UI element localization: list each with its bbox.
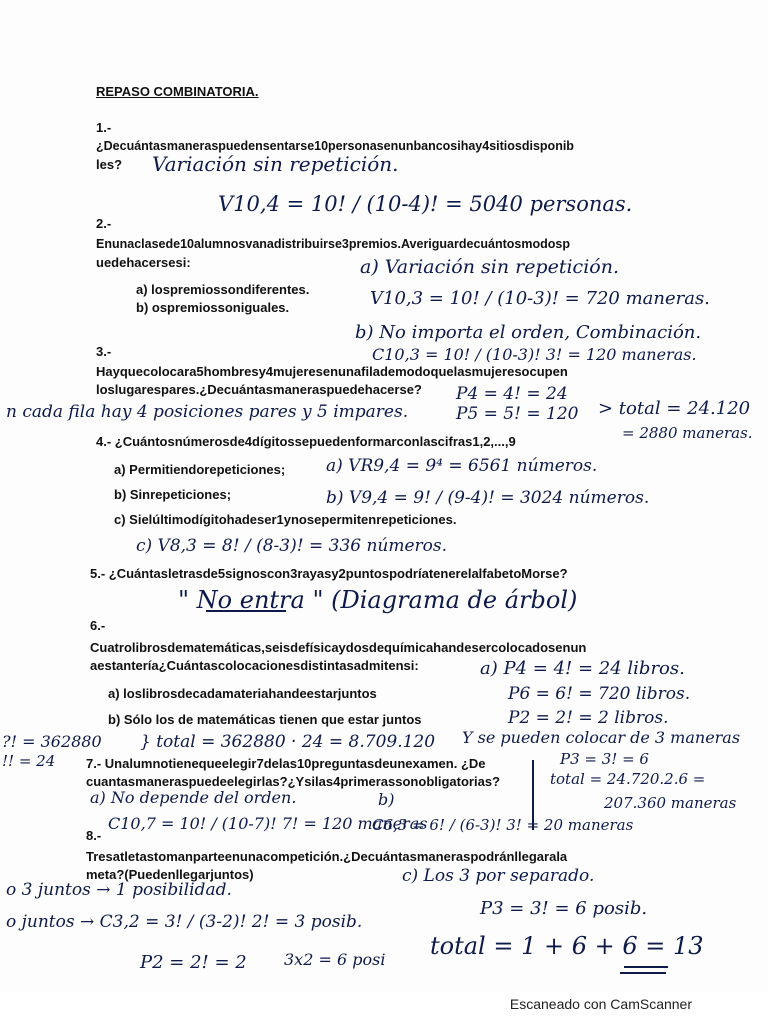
handwritten-answer-6b-total: } total = 362880 · 24 = 8.709.120 [140, 732, 436, 752]
question-6-option-a: a) loslibrosdecadamateriahandeestarjuntos [108, 686, 377, 701]
question-2-number: 2.- [96, 216, 112, 231]
handwritten-answer-8-3x2: 3x2 = 6 posi [284, 950, 386, 969]
handwritten-answer-5: " No entra " (Diagrama de árbol) [178, 586, 578, 614]
question-2-option-a: a) lospremiossondiferentes. [136, 282, 310, 297]
handwritten-answer-8b: o juntos → C3,2 = 3! / (3-2)! 2! = 3 posib. [6, 912, 363, 932]
handwritten-answer-6-p3: P3 = 3! = 6 [560, 750, 649, 768]
handwritten-answer-3-total-cont: = 2880 maneras. [622, 424, 753, 442]
question-6-text: Cuatrolibrosdematemáticas,seisdefísicaydosdequímicahandesercolocadosenun [90, 640, 587, 655]
handwritten-answer-2a-label: a) Variación sin repetición. [360, 256, 619, 278]
handwritten-answer-8-p2: P2 = 2! = 2 [140, 952, 247, 973]
question-8-text-cont: meta?(Puedenllegarjuntos) [86, 867, 254, 882]
handwritten-answer-6a-p6: P6 = 6! = 720 libros. [508, 684, 691, 704]
handwritten-answer-7a-formula: C10,7 = 10! / (10-7)! 7! = 120 maneras [108, 814, 428, 833]
question-7-text-cont: cuantasmaneraspuedeelegirlas?¿Ysilas4primerassonobligatorias? [86, 774, 500, 789]
handwritten-answer-2a-formula: V10,3 = 10! / (10-3)! = 720 maneras. [370, 288, 710, 309]
question-6-option-b: b) Sólo los de matemáticas tienen que estar juntos [108, 712, 422, 727]
question-4-option-a: a) Permitiendorepeticiones; [114, 462, 286, 477]
handwritten-answer-8a: o 3 juntos → 1 posibilidad. [6, 880, 232, 900]
question-6-text-cont: aestantería¿Cuántascolocacionesdistintasadmitensi: [90, 658, 419, 673]
question-8-text: Tresatletastomanparteenunacompetición.¿Decuántasmaneraspodránllegarala [86, 849, 568, 864]
question-2-option-b: b) ospremiossoniguales. [136, 300, 290, 315]
handwritten-double-underline-2 [620, 972, 666, 974]
handwritten-answer-7b-formula: C6,3 = 6! / (6-3)! 3! = 20 maneras [372, 816, 634, 834]
document-title: REPASO COMBINATORIA. [96, 84, 259, 99]
question-2-text: Enunaclasede10alumnosvanadistribuirse3premios.Averiguardecuántosmodosp [96, 237, 570, 251]
handwritten-answer-6-total: total = 24.720.2.6 = [550, 770, 706, 788]
handwritten-answer-7a: a) No depende del orden. [90, 788, 297, 807]
question-7-text: 7.- Unalumnotienequeelegir7delas10preguntasdeunexamen. ¿De [86, 756, 486, 771]
question-8-number: 8.- [86, 828, 102, 843]
question-4-option-b: b) Sinrepeticiones; [114, 487, 232, 502]
handwritten-answer-6a-p2: P2 = 2! = 2 libros. [508, 708, 669, 728]
handwritten-answer-4b: b) V9,4 = 9! / (9-4)! = 3024 números. [326, 488, 650, 508]
handwritten-answer-6-note: Y se pueden colocar de 3 maneras [462, 728, 741, 747]
handwritten-answer-1-formula: V10,4 = 10! / (10-4)! = 5040 personas. [218, 192, 633, 216]
handwritten-answer-6a-p4: a) P4 = 4! = 24 libros. [480, 658, 685, 679]
handwritten-answer-3-p5: P5 = 5! = 120 [456, 404, 579, 424]
question-3-text: Hayquecolocara5hombresy4mujeresenunafilademodoquelasmujeresocupen [96, 364, 568, 379]
question-2-text-cont: uedehacersesi: [96, 255, 191, 270]
handwritten-answer-2b-formula: C10,3 = 10! / (10-3)! 3! = 120 maneras. [372, 345, 697, 364]
handwritten-answer-3-total: > total = 24.120 [598, 398, 751, 419]
handwritten-answer-3-p4: P4 = 4! = 24 [456, 384, 568, 404]
question-6-number: 6.- [90, 618, 106, 633]
handwritten-double-underline-1 [624, 966, 668, 968]
handwritten-divider-line [532, 760, 534, 830]
question-1-number: 1.- [96, 120, 112, 135]
handwritten-answer-8-total: total = 1 + 6 + 6 = 13 [430, 932, 704, 960]
question-5-text: 5.- ¿Cuántasletrasde5signoscon3rayasy2puntospodríatenerelalfabetoMorse? [90, 566, 568, 581]
handwritten-underline [206, 610, 286, 612]
question-4-option-c: c) Sielúltimodígitohadeser1ynosepermitenrepeticiones. [114, 512, 457, 527]
scanner-watermark: Escaneado con CamScanner [509, 996, 692, 1012]
question-1-text-cont: les? [96, 157, 123, 172]
handwritten-answer-3-note: n cada fila hay 4 posiciones pares y 5 impares. [6, 402, 409, 422]
handwritten-answer-2b-label: b) No importa el orden, Combinación. [355, 322, 702, 343]
handwritten-answer-6-total-cont: 207.360 maneras [604, 794, 737, 812]
question-1-text: ¿Decuántasmaneraspuedensentarse10personasenunbancosihay4sitiosdisponib [96, 139, 574, 153]
handwritten-answer-4c: c) V8,3 = 8! / (8-3)! = 336 números. [136, 536, 448, 556]
question-3-number: 3.- [96, 344, 112, 359]
handwritten-answer-8c: c) Los 3 por separado. [402, 866, 595, 886]
question-3-text-cont: loslugarespares.¿Decuántasmaneraspuedehacerse? [96, 382, 422, 397]
handwritten-answer-4a: a) VR9,4 = 9⁴ = 6561 números. [326, 456, 598, 476]
handwritten-answer-8-p3: P3 = 3! = 6 posib. [480, 898, 648, 919]
question-4-text: 4.- ¿Cuántosnúmerosde4dígitossepuedenformarconlascifras1,2,...,9 [96, 434, 516, 449]
handwritten-answer-1-label: Variación sin repetición. [152, 152, 399, 176]
handwritten-answer-6b-left-2: !! = 24 [2, 752, 56, 770]
handwritten-answer-7b: b) [378, 790, 395, 809]
handwritten-answer-6b-left-1: ?! = 362880 [2, 732, 102, 751]
